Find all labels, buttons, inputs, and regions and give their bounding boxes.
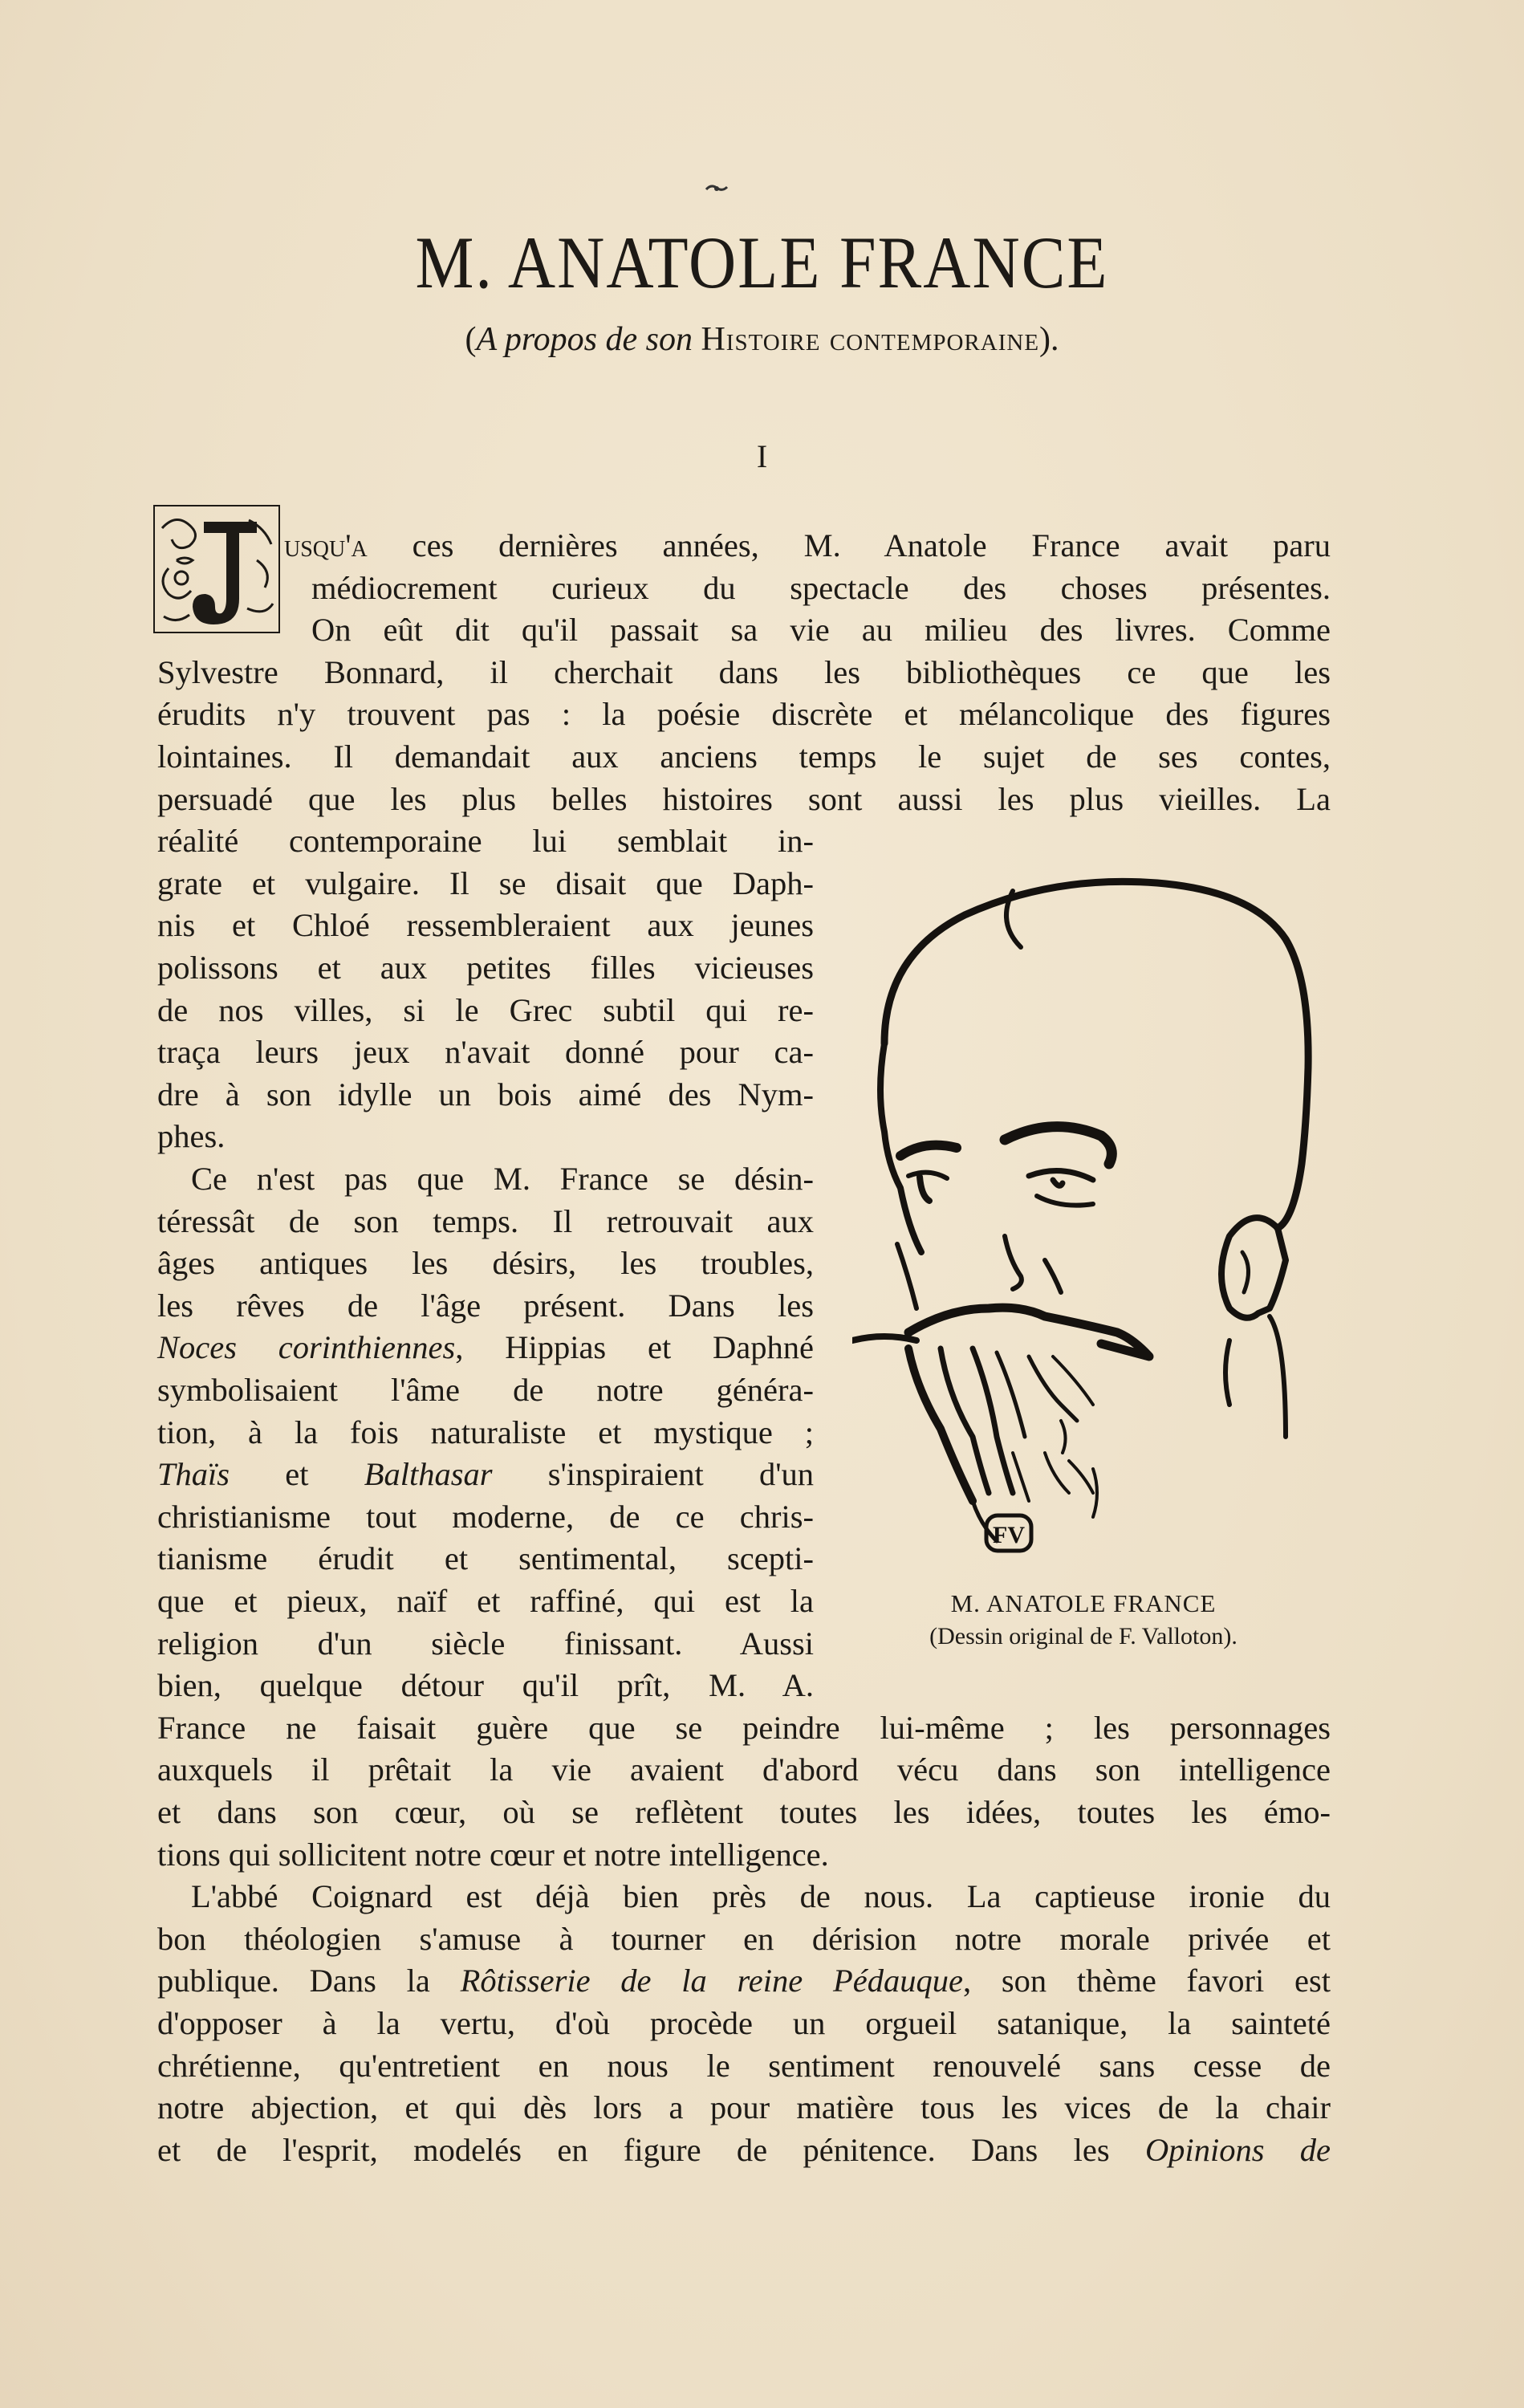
text-segment: réalité contemporaine lui semblait in- [157,823,814,860]
text-segment: lointaines. Il demandait aux anciens temps le sujet de ses contes, [157,738,1331,775]
text-segment: symbolisaient l'âme de notre généra- [157,1372,814,1408]
text-segment: d'opposer à la vertu, d'où procède un orgueil satanique, la sainteté [157,2005,1331,2041]
text-segment: polissons et aux petites filles vicieuses [157,950,814,986]
text-segment: publique. Dans la [157,1963,461,1999]
text-segment: Sylvestre Bonnard, il cherchait dans les bibliothèques ce que les [157,653,1331,690]
text-segment: bien, quelque détour qu'il prît, M. A. [157,1667,814,1704]
text-segment: Rôtisserie de la reine Pédauque [460,1963,963,1999]
text-line [157,1580,814,1622]
text-line [157,1749,1331,1791]
text-segment: usqu'a [284,527,368,563]
figure-caption-credit: (Dessin original de F. Valloton). [929,1623,1237,1649]
text-line [157,1285,814,1327]
text-segment: nis et Chloé ressembleraient aux jeunes [157,907,814,944]
text-segment: persuadé que les plus belles histoires sont aussi les plus vieilles. La [157,780,1331,817]
text-segment: les rêves de l'âge présent. Dans les [157,1287,814,1324]
text-line [157,652,1331,694]
text-line [157,1031,814,1073]
text-line [157,1412,814,1454]
text-line [157,1792,1331,1833]
text-line [157,1834,1331,1876]
text-line [157,2129,1331,2171]
text-line [157,863,814,905]
text-segment: notre abjection, et qui dès lors a pour matière tous les vices de la chair [157,2089,1331,2126]
text-line [157,1327,814,1369]
subtitle-suffix: ). [1039,321,1059,358]
text-segment: christianisme tout moderne, de ce chris- [157,1498,814,1535]
text-segment: , Hippias et Daphné [455,1329,814,1366]
text-segment: et dans son cœur, où se reflètent toutes les idées, toutes les émo- [157,1794,1331,1830]
text-segment: Thaïs [157,1456,230,1493]
text-line [157,1243,814,1284]
text-line [191,1158,814,1200]
text-line [157,2045,1331,2087]
text-line [157,1623,814,1665]
text-line [157,1116,814,1157]
subtitle-italic: A propos de son [476,321,693,358]
text-line [284,525,1331,567]
text-segment: téressât de son temps. Il retrouvait aux [157,1202,814,1239]
ornament-icon [705,183,729,194]
text-segment: Noces corinthiennes [157,1329,456,1366]
text-segment: France ne faisait guère que se peindre lui-même ; les personnages [157,1709,1331,1746]
text-line [157,1496,814,1538]
article-subtitle [0,323,1524,356]
subtitle-prefix: ( [465,321,477,358]
text-segment: âges antiques les désirs, les troubles, [157,1245,814,1282]
text-line [311,609,1331,651]
text-line [157,1918,1331,1960]
text-segment: de nos villes, si le Grec subtil qui re- [157,991,814,1028]
text-line [157,1538,814,1580]
text-segment: bon théologien s'amuse à tourner en dérision notre morale privée et [157,1920,1331,1957]
figure-caption-title: M. ANATOLE FRANCE [950,1589,1217,1617]
text-segment: que et pieux, naïf et raffiné, qui est la [157,1583,814,1619]
text-segment: tianisme érudit et sentimental, scepti- [157,1540,814,1577]
text-line [157,1369,814,1411]
text-line [157,2087,1331,2129]
text-line [157,1074,814,1116]
text-line [157,905,814,946]
text-line [191,1876,1331,1918]
text-segment: Balthasar [364,1456,493,1493]
text-segment: tions qui sollicitent notre cœur et notre intelligence. [157,1836,829,1873]
text-segment: auxquels il prêtait la vie avaient d'abord vécu dans son intelligence [157,1751,1331,1788]
text-line [157,736,1331,778]
text-segment: religion d'un siècle finissant. Aussi [157,1625,814,1662]
text-segment: , son thème favori est [962,1963,1331,1999]
subtitle-small-caps: Histoire contemporaine [701,321,1040,358]
text-line [157,820,814,862]
dropcap-j-icon [152,504,281,634]
article-title: M. ANATOLE FRANCE [415,222,1109,304]
text-line [157,990,814,1031]
text-line [157,1707,1331,1749]
text-segment: phes. [157,1118,226,1155]
text-line [157,1454,814,1495]
text-segment: On eût dit qu'il passait sa vie au milieu des livres. Comme [311,612,1331,649]
text-line [157,1665,814,1706]
text-line [157,1960,1331,2002]
text-segment: érudits n'y trouvent pas : la poésie discrète et mélancolique des figures [157,696,1331,733]
text-line [311,567,1331,609]
text-line [157,947,814,989]
text-line [157,779,1331,820]
text-segment: Opinions de [1144,2131,1331,2168]
text-segment: et de l'esprit, modelés en figure de pénitence. Dans les [157,2131,1145,2168]
section-number: I [756,438,768,474]
text-line [157,2003,1331,2044]
text-segment: tion, à la fois naturaliste et mystique ; [157,1413,814,1450]
text-line [157,694,1331,735]
text-segment: traça leurs jeux n'avait donné pour ca- [157,1034,814,1071]
portrait-drawing [852,859,1334,1565]
text-segment: ces dernières années, M. Anatole France avait paru [367,527,1331,563]
text-segment: et [230,1456,364,1493]
text-segment: chrétienne, qu'entretient en nous le sentiment renouvelé sans cesse de [157,2047,1331,2084]
text-segment: grate et vulgaire. Il se disait que Daph- [157,864,814,901]
text-segment: médiocrement curieux du spectacle des choses présentes. [311,569,1331,606]
text-segment: dre à son idylle un bois aimé des Nym- [157,1076,814,1112]
text-line [157,1201,814,1243]
text-segment: L'abbé Coignard est déjà bien près de nous. La captieuse ironie du [191,1878,1331,1915]
monogram-fv: FV [993,1522,1025,1548]
text-segment: Ce n'est pas que M. France se désin- [191,1161,814,1197]
text-segment: s'inspiraient d'un [492,1456,814,1493]
